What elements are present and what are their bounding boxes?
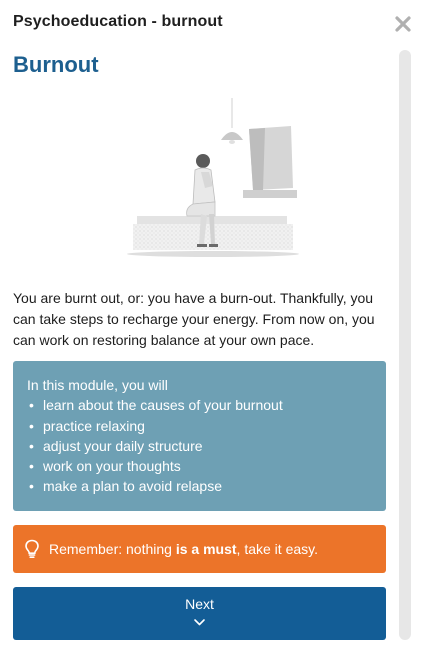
intro-paragraph: You are burnt out, or: you have a burn-out. Thankfully, you can take steps to recharge your energy. From now on, you can work on restoring balance at your own pace. [13,290,375,348]
list-item: • adjust your daily structure [27,436,372,456]
list-item: • work on your thoughts [27,456,372,476]
remember-suffix: , take it easy. [236,541,318,557]
chevron-down-icon [193,618,206,627]
module-goals-list [27,395,372,496]
lightbulb-icon [24,539,40,559]
page-title: Burnout [13,52,99,77]
remember-tip-box [13,525,386,573]
next-button-label: Next [185,596,214,612]
remember-emphasis: is a must [175,541,237,557]
dialog-header [0,0,424,44]
list-item: • learn about the causes of your burnout [27,395,372,415]
next-button[interactable] [13,587,386,640]
module-overview-intro: In this module, you will [27,377,168,393]
scrollbar[interactable] [399,50,411,640]
list-item: • practice relaxing [27,416,372,436]
burnout-illustration [115,98,315,270]
dialog-title: Psychoeducation - burnout [13,13,223,30]
close-button[interactable] [393,14,413,34]
remember-text [49,541,318,557]
module-overview-box [13,361,386,511]
remember-prefix: Remember: nothing [49,541,176,557]
list-item: • make a plan to avoid relapse [27,476,372,496]
close-icon [393,14,413,34]
